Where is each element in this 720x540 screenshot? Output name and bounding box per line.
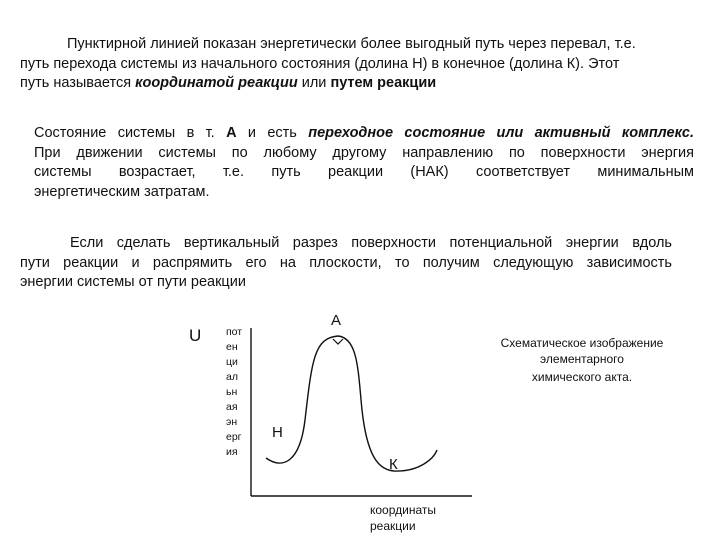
y-axis-label-line: ая <box>226 401 238 413</box>
y-axis-label-line: ьн <box>226 386 238 398</box>
end-point-label: К <box>389 456 398 473</box>
transition-line-4: энергетическим затратам. <box>34 183 210 200</box>
term-reaction-path: путем реакции <box>330 75 437 91</box>
intro-line-2: путь перехода системы из начального состояния (долина Н) в конечное (долина К). Этот <box>20 55 620 72</box>
intro-line-3-connector: или <box>297 75 331 91</box>
intro-line-3-text: путь называется <box>20 75 136 91</box>
term-reaction-coordinate: координатой реакции <box>135 75 298 91</box>
transition-line-1-text: Состояние системы в т. <box>34 125 227 141</box>
section-line-3: энергии системы от пути реакции <box>20 274 246 290</box>
caption-line: элементарного <box>540 352 624 366</box>
y-axis-label-line: ци <box>226 356 238 368</box>
term-transition-state: переходное состояние или активный комплекс. <box>308 125 695 141</box>
start-point-label: Н <box>272 424 283 441</box>
peak-point-label: А <box>331 312 342 329</box>
diagram-caption <box>501 336 664 384</box>
y-axis-label <box>226 326 242 458</box>
caption-line: Схематическое изображение <box>500 336 664 350</box>
x-axis-label-line: реакции <box>370 519 416 533</box>
intro-line-1: Пунктирной линией показан энергетически более выгодный путь через перевал, т.е. <box>67 36 636 52</box>
y-axis-label-line: ерг <box>226 431 242 443</box>
section-line-1: Если сделать вертикальный разрез поверхности потенциальной энергии вдоль <box>70 235 672 251</box>
y-axis-symbol: U <box>189 326 202 345</box>
transition-line-3: системы возрастает, т.е. путь реакции (НАК) соответствует минимальным <box>34 164 694 180</box>
peak-marker <box>333 339 343 344</box>
y-axis-label-line: ия <box>226 446 238 458</box>
caption-line: химического акта. <box>531 370 633 384</box>
point-a-label: А <box>226 125 237 141</box>
transition-line-2: При движении системы по любому другому направлению по поверхности энергия <box>34 144 694 161</box>
x-axis-label-line: координаты <box>370 503 436 517</box>
y-axis-label-line: ен <box>226 341 238 353</box>
y-axis-label-line: эн <box>226 416 238 428</box>
transition-line-1-connector: и есть <box>236 125 309 141</box>
y-axis-label-line: ал <box>226 371 238 383</box>
section-line-2: пути реакции и распрямить его на плоскости, то получим следующую зависимость <box>20 254 672 271</box>
y-axis-label-line: пот <box>226 326 243 338</box>
energy-curve <box>266 336 437 471</box>
x-axis-label <box>370 503 436 533</box>
